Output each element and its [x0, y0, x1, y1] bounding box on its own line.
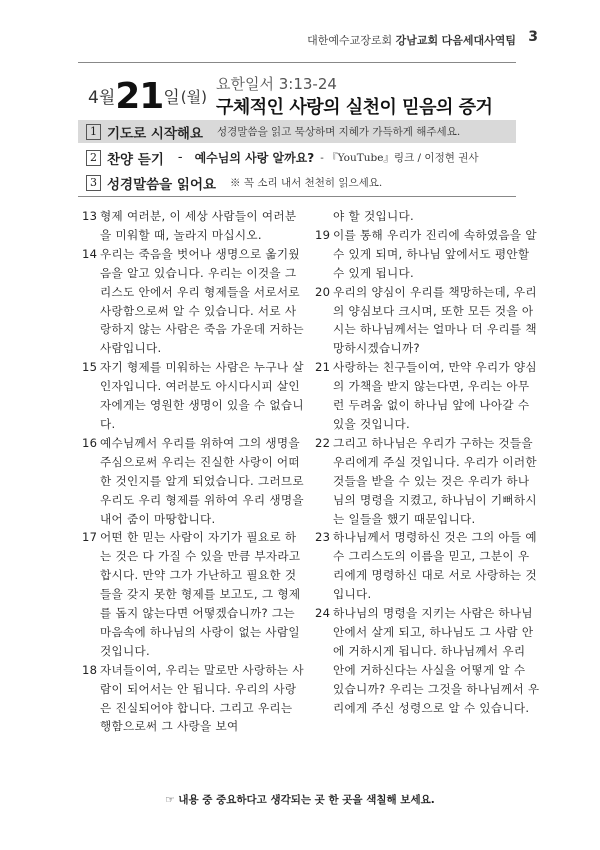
step-pray: [78, 120, 516, 143]
step-number: 2: [86, 150, 101, 166]
verse-text: 어떤 한 믿는 사람이 자기가 필요로 하는 것은 다 가질 수 있을 만큼 부자라고 합시다. 만약 그가 가난하고 필요한 것들을 갖지 못한 형제를 보고도, 그 형제를 돕지 않는다면 어떻겠습니까? 그는 마음속에 하나님의 사랑이 없는 사람일 것입니다.: [100, 530, 301, 658]
verse: [315, 358, 540, 434]
verse-text: 이를 통해 우리가 진리에 속하였음을 알 수 있게 되며, 하나님 앞에서도 평안할 수 있게 됩니다.: [333, 227, 537, 280]
verse: [82, 661, 307, 737]
page-number: 3: [528, 29, 538, 45]
verse: [315, 207, 540, 226]
team-name: 다음세대사역팀: [441, 34, 516, 47]
verse: [82, 207, 307, 245]
song-title: 예수님의 사랑 알까요?: [194, 151, 315, 165]
verse-text: 자녀들이여, 우리는 말로만 사랑하는 사람이 되어서는 안 됩니다. 우리의 사랑은 진실되어야 합니다. 그리고 우리는 행함으로써 그 사랑을 보여: [100, 662, 304, 734]
verse: [315, 434, 540, 529]
date-weekday: (월): [180, 88, 207, 106]
verse: [82, 528, 307, 660]
step-dash: -: [177, 150, 183, 165]
verse-text: 그리고 하나님은 우리가 구하는 것들을 우리에게 주실 것입니다. 우리가 이러한 것들을 받을 수 있는 것은 우리가 하나님의 명령을 지켰고, 하나님이 기뻐하시는 일들을 했기 때문입니다.: [333, 435, 537, 526]
step-description: ※ 꼭 소리 내서 천천히 읽으세요.: [230, 177, 383, 189]
step-label: 기도로 시작해요: [107, 125, 203, 142]
page-header: [307, 29, 538, 48]
verse-text: 사랑하는 친구들이여, 만약 우리가 양심의 가책을 받지 않는다면, 우리는 아무런 두려움 없이 하나님 앞에 나아갈 수 있을 것입니다.: [333, 360, 537, 431]
verse-number: 18: [82, 662, 98, 677]
verses-right-column: [315, 207, 540, 717]
step-read-bible: [78, 171, 516, 194]
verse-number: 24: [315, 606, 331, 621]
verse-text: 형제 여러분, 이 세상 사람들이 여러분을 미워할 때, 놀라지 마십시오.: [100, 209, 297, 242]
step-number: 1: [86, 124, 101, 140]
verse: [82, 358, 307, 434]
verse: [315, 226, 540, 283]
verse-number: 19: [315, 227, 331, 242]
verse: [315, 528, 540, 604]
verse-number: 14: [82, 246, 98, 261]
date-day: 21: [115, 76, 164, 117]
verses-left-column: [82, 207, 307, 736]
verse-number: 21: [315, 360, 331, 375]
verse: [82, 245, 307, 358]
step-number: 3: [86, 175, 101, 191]
step-label: 찬양 듣기: [107, 151, 164, 168]
steps-divider: [78, 196, 516, 197]
verse-text: 하나님의 명령을 지키는 사람은 하나님 안에서 살게 되고, 하나님도 그 사람 안에 거하시게 됩니다. 하나님께서 우리 안에 거하신다는 사실을 어떻게 알 수 있습니까? 우리는 그것을 하나님께서 우리에게 주신 성령으로 알 수 있습니다.: [333, 606, 540, 715]
step-listen-song: [78, 146, 516, 169]
verse-number: 13: [82, 209, 98, 223]
verse-text: 우리는 죽음을 벗어나 생명으로 옮기웠음을 알고 있습니다. 우리는 이것을 그리스도 안에서 우리 형제들을 서로서로 사랑함으로써 알 수 있습니다. 서로 사랑하지 않는 사람은 죽음 가운데 거하는 사람입니다.: [100, 246, 304, 356]
verse-number: 20: [315, 284, 331, 299]
verse-number: 17: [82, 530, 98, 545]
song-link-info[interactable]: - 『YouTube』링크 / 이정현 권사: [320, 152, 479, 164]
verse-text: 야 할 것입니다.: [333, 209, 414, 223]
verse-text: 우리의 양심이 우리를 책망하는데, 우리의 양심보다 크시며, 또한 모든 것을 아시는 하나님께서는 얼마나 더 우리를 책망하시겠습니까?: [333, 284, 537, 356]
step-label: 성경말씀을 읽어요: [107, 176, 217, 193]
church-name: 강남교회: [395, 34, 439, 47]
verse: [82, 434, 307, 529]
date-block: [88, 74, 207, 117]
passage-reference: 요한일서 3:13-24: [216, 75, 337, 93]
verse-text: 예수님께서 우리를 위하여 그의 생명을 주심으로써 우리는 진실한 사랑이 어떠한 것인지를 알게 되었습니다. 그러므로 우리도 우리 형제를 위하여 우리 생명을 내어 줌이 마땅합니다.: [100, 435, 304, 526]
org-name: 대한예수교장로회: [307, 34, 393, 47]
verse-text: 자기 형제를 미워하는 사람은 누구나 살인자입니다. 여러분도 아시다시피 살인자에게는 영원한 생명이 있을 수 없습니다.: [100, 360, 304, 431]
verse-number: 15: [82, 360, 98, 375]
verse-number: 22: [315, 435, 331, 450]
verse-number: [315, 207, 333, 226]
date-day-label: 일: [163, 88, 180, 108]
date-month: 4월: [88, 88, 116, 108]
verse: [315, 283, 540, 359]
step-description: 성경말씀을 읽고 묵상하며 지혜가 가득하게 해주세요.: [217, 126, 461, 138]
verse: [315, 604, 540, 717]
footer-instruction: ☞ 내용 중 중요하다고 생각되는 곳 한 곳을 색칠해 보세요.: [165, 794, 435, 806]
verse-number: 23: [315, 530, 331, 545]
verse-text: 하나님께서 명령하신 것은 그의 아들 예수 그리스도의 이름을 믿고, 그분이 우리에게 명령하신 대로 서로 사랑하는 것입니다.: [333, 530, 537, 602]
passage-title: 구체적인 사랑의 실천이 믿음의 증거: [216, 97, 493, 118]
header-divider: [78, 62, 516, 63]
verse-number: 16: [82, 435, 98, 450]
